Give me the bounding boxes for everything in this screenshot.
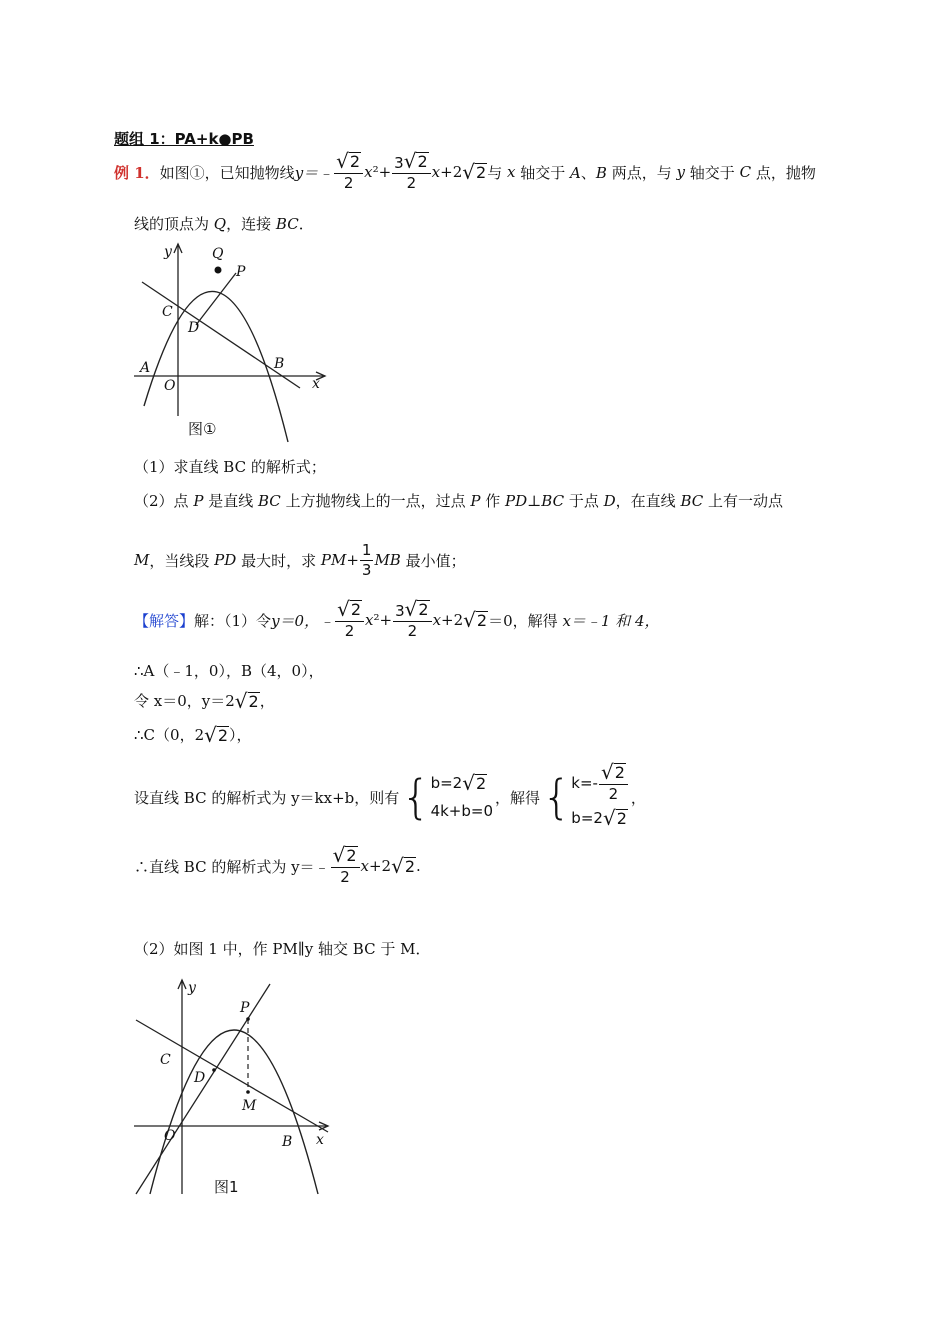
answer-line-c: ∴C（0，2 √ 2 ），: [134, 722, 252, 747]
answer-line-1: 【解答】 解：（1）令 y＝0，﹣ √ 2 2 x²+ 3 √ 2 2 x+2 √ 2 ＝0，解得 x＝﹣1 和 4，: [134, 597, 660, 640]
answer-tag: 【解答】: [134, 611, 195, 630]
question-1: （1）求直线 BC 的解析式；: [134, 458, 326, 476]
fig1-label-x: x: [312, 376, 320, 392]
fig2-label-p: P: [240, 1000, 250, 1016]
eq-y: y＝﹣: [294, 163, 334, 182]
fig2-label-m: M: [242, 1098, 257, 1114]
system-2: { k=- √ 2 2 b=2 √ 2: [542, 760, 627, 830]
question-2-line-1: （2）点 P 是直线 BC 上方抛物线上的一点，过点 P 作 PD⊥BC 于点 D ，在直线 BC 上有一动点: [134, 491, 784, 510]
figure-2: [130, 972, 340, 1202]
fig2-label-d: D: [194, 1070, 206, 1086]
example-intro: 如图①，已知抛物线: [159, 163, 295, 182]
example-label: 例 1．: [114, 163, 160, 182]
example-line-2: 线的顶点为 Q ，连接 BC ．: [134, 214, 314, 233]
question-2-line-2: M ，当线段 PD 最大时，求 PM+ $\frac{1}{3}$ MB 最小值；: [134, 540, 466, 579]
system-1: { b=2 √ 2 4k+b=0: [401, 770, 493, 824]
answer-line-result: ∴直线 BC 的解析式为 y＝﹣ √ 2 2 x+2 √ 2 .: [134, 843, 421, 886]
fig2-label-x: x: [316, 1132, 324, 1148]
fig1-label-d: D: [188, 320, 200, 336]
fig1-label-a: A: [140, 360, 151, 376]
frac-sqrt2-over-2: √ 2 2: [334, 151, 363, 193]
fig2-label-o: O: [164, 1128, 176, 1144]
fig2-label-b: B: [282, 1134, 293, 1150]
answer-line-system: 设直线 BC 的解析式为 y＝kx+b，则有 { b=2 √ 2 4k+b=0 ，解得 { k=- √ 2 2 b=2 √ 2 ，: [134, 760, 646, 830]
answer-points-ab: ∴A（﹣1，0），B（4，0），: [134, 662, 324, 680]
fig1-label-b: B: [274, 356, 285, 372]
frac-1-over-3: $\frac{1}{3}$: [361, 540, 372, 579]
frac-3sqrt2-over-2: 3 √ 2 2: [392, 151, 430, 193]
section-heading: 题组 1：PA+k●PB: [114, 130, 254, 148]
fig1-label-o: O: [164, 378, 176, 394]
sqrt-2: √ 2: [462, 160, 487, 184]
example-line-1: 例 1． 如图①，已知抛物线 y＝﹣ √ 2 2 x²+ 3 √ 2 2 x+2 √ 2 与 x 轴交于 A、B 两点，与 y 轴交于 C 点，抛物: [114, 149, 816, 192]
answer-part-2: （2）如图 1 中，作 PM∥y 轴交 BC 于 M．: [134, 940, 431, 958]
answer-line-x0: 令 x＝0，y＝2 √ 2 ，: [134, 688, 275, 713]
fig2-caption: 图1: [214, 1178, 239, 1196]
fig1-label-q: Q: [212, 246, 224, 262]
fig1-label-p: P: [236, 264, 246, 280]
figure-1: [130, 238, 330, 458]
fig2-label-c: C: [160, 1052, 171, 1068]
fig1-label-y: y: [164, 244, 172, 260]
fig1-label-c: C: [162, 304, 173, 320]
fig2-label-y: y: [188, 980, 196, 996]
fig1-caption: 图①: [188, 420, 217, 438]
